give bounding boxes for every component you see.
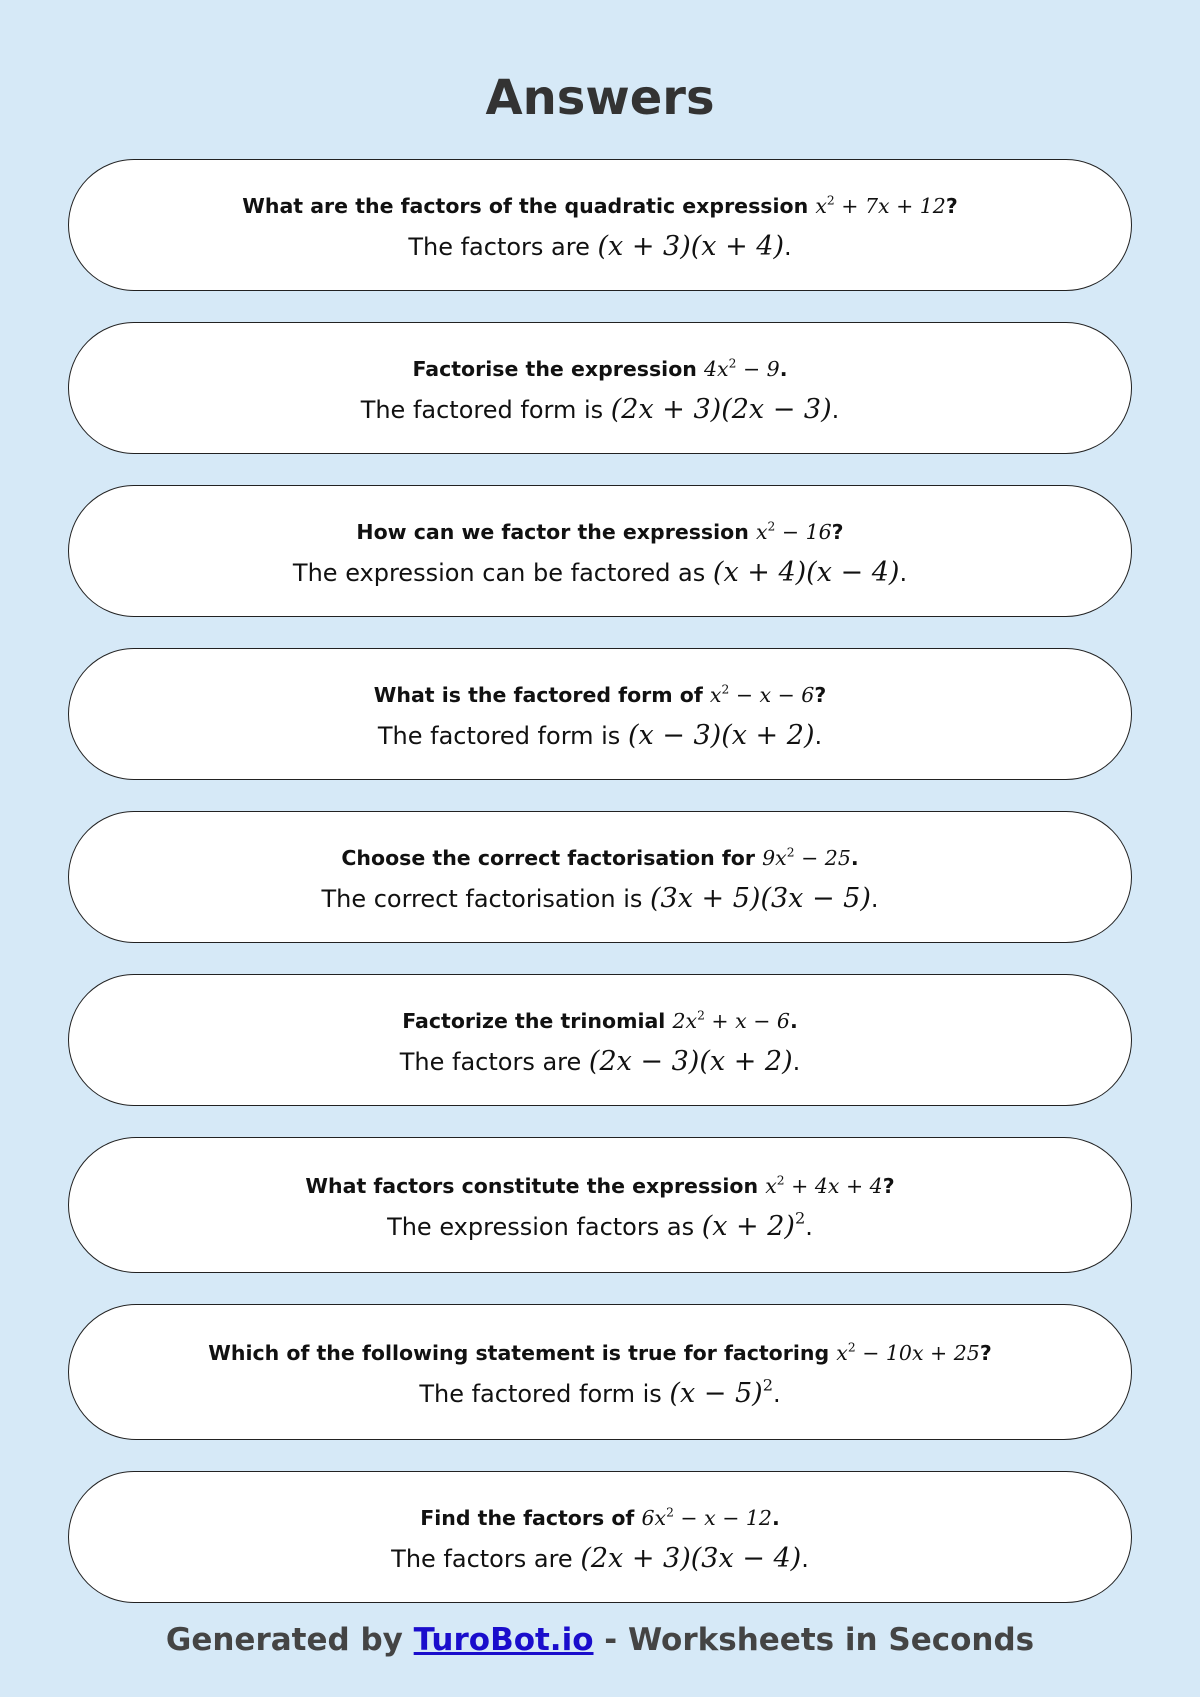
answer-math: $(x - 5)^2$ (669, 1375, 773, 1409)
answer-card (68, 974, 1132, 1106)
question-text: Factorize the trinomial $2x^2 + x - 6$. (402, 1008, 798, 1033)
question-math: $x^2 + 7x + 12$ (815, 193, 946, 218)
answer-text: The factors are (2x + 3)(3x − 4). (391, 1543, 809, 1574)
question-math: $x^2 - 16$ (755, 519, 832, 544)
question-math: $9x^2 - 25$ (762, 845, 851, 870)
answer-text: The expression factors as $(x + 2)^2$. (387, 1208, 813, 1242)
answer-text: The factors are (x + 3)(x + 4). (408, 231, 792, 262)
question-math: $x^2 - x - 6$ (709, 682, 815, 707)
answer-card (68, 1137, 1132, 1273)
answer-list (68, 159, 1132, 1634)
question-math: $4x^2 - 9$ (704, 356, 780, 381)
answer-math: (2x + 3)(2x − 3) (610, 394, 832, 425)
question-text: Find the factors of $6x^2 - x - 12$. (420, 1505, 780, 1530)
footer: Generated by TuroBot.io - Worksheets in Seconds (165, 1622, 1035, 1658)
answer-text: The factored form is (2x + 3)(2x − 3). (360, 394, 840, 425)
answer-math: (x + 4)(x − 4) (712, 557, 900, 588)
answer-card (68, 159, 1132, 291)
answer-math: (2x − 3)(x + 2) (588, 1046, 793, 1077)
answer-card (68, 811, 1132, 943)
question-text: What are the factors of the quadratic expression $x^2 + 7x + 12$? (242, 193, 958, 218)
answer-text: The factored form is $(x - 5)^2$. (419, 1375, 781, 1409)
question-math: $2x^2 + x - 6$ (672, 1008, 790, 1033)
question-math: $x^2 + 4x + 4$ (765, 1173, 883, 1198)
answer-math: $(x + 2)^2$ (701, 1208, 806, 1242)
question-text: What factors constitute the expression $x^2 + 4x + 4$? (305, 1173, 895, 1198)
answer-text: The correct factorisation is (3x + 5)(3x − 5). (321, 883, 879, 914)
answer-text: The factors are (2x − 3)(x + 2). (399, 1046, 801, 1077)
question-text: How can we factor the expression $x^2 - 16$? (356, 519, 844, 544)
question-math: $6x^2 - x - 12$ (641, 1505, 772, 1530)
answer-text: The factored form is (x − 3)(x + 2). (377, 720, 823, 751)
answer-math: (x − 3)(x + 2) (627, 720, 815, 751)
question-text: What is the factored form of $x^2 - x - 6$? (373, 682, 827, 707)
question-text: Factorise the expression $4x^2 - 9$. (412, 356, 788, 381)
turobot-link[interactable]: TuroBot.io (413, 1622, 594, 1658)
answer-card (68, 485, 1132, 617)
answer-card (68, 1304, 1132, 1440)
question-text: Choose the correct factorisation for $9x^2 - 25$. (341, 845, 859, 870)
answer-card (68, 648, 1132, 780)
answer-text: The expression can be factored as (x + 4)(x − 4). (292, 557, 908, 588)
answer-math: (3x + 5)(3x − 5) (650, 883, 871, 914)
answer-math: (x + 3)(x + 4) (597, 231, 785, 262)
answer-card (68, 1471, 1132, 1603)
answer-math: (2x + 3)(3x − 4) (580, 1543, 802, 1574)
question-math: $x^2 - 10x + 25$ (836, 1340, 980, 1365)
answer-card (68, 322, 1132, 454)
question-text: Which of the following statement is true for factoring $x^2 - 10x + 25$? (208, 1340, 992, 1365)
page-title: Answers (485, 70, 715, 126)
